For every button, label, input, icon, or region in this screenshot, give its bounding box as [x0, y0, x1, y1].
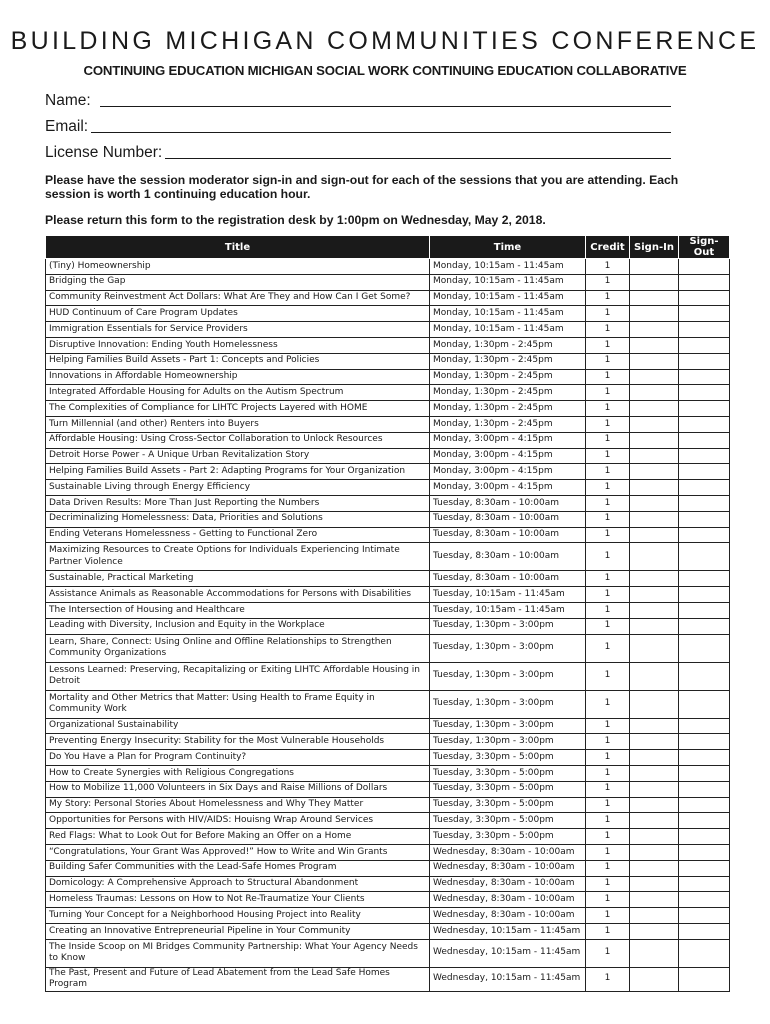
table-row	[46, 571, 730, 587]
session-time-cell: Monday, 10:15am - 11:45am	[430, 259, 586, 275]
table-row	[46, 734, 730, 750]
name-line	[100, 106, 671, 107]
signin-cell[interactable]	[630, 690, 679, 718]
signout-cell[interactable]	[679, 967, 730, 991]
session-time-cell: Monday, 3:00pm - 4:15pm	[430, 464, 586, 480]
signin-cell[interactable]	[630, 385, 679, 401]
session-credit-cell: 1	[586, 844, 630, 860]
session-title-cell: Immigration Essentials for Service Providers	[46, 322, 430, 338]
session-credit-cell: 1	[586, 892, 630, 908]
session-credit-cell: 1	[586, 734, 630, 750]
signin-cell[interactable]	[630, 322, 679, 338]
signout-cell[interactable]	[679, 587, 730, 603]
instructions-return: Please return this form to the registration desk by 1:00pm on Wednesday, May 2, 2018.	[45, 213, 546, 227]
session-time-cell: Tuesday, 10:15am - 11:45am	[430, 602, 586, 618]
instructions-attendance: Please have the session moderator sign-in and sign-out for each of the sessions that you are attending. Each session is worth 1 continuing education hour.	[45, 173, 679, 201]
signin-cell[interactable]	[630, 432, 679, 448]
table-row	[46, 967, 730, 991]
signin-cell[interactable]	[630, 353, 679, 369]
session-title-cell: Data Driven Results: More Than Just Reporting the Numbers	[46, 495, 430, 511]
session-time-cell: Wednesday, 10:15am - 11:45am	[430, 923, 586, 939]
signout-cell[interactable]	[679, 634, 730, 662]
license-label: License Number:	[45, 144, 163, 161]
table-row	[46, 306, 730, 322]
table-row	[46, 844, 730, 860]
session-credit-cell: 1	[586, 908, 630, 924]
signout-cell[interactable]	[679, 734, 730, 750]
signout-cell[interactable]	[679, 369, 730, 385]
session-time-cell: Tuesday, 1:30pm - 3:00pm	[430, 718, 586, 734]
session-credit-cell: 1	[586, 813, 630, 829]
session-time-cell: Wednesday, 8:30am - 10:00am	[430, 908, 586, 924]
session-credit-cell: 1	[586, 718, 630, 734]
signout-cell[interactable]	[679, 527, 730, 543]
signin-cell[interactable]	[630, 797, 679, 813]
signout-cell[interactable]	[679, 274, 730, 290]
signin-cell[interactable]	[630, 750, 679, 766]
session-time-cell: Tuesday, 3:30pm - 5:00pm	[430, 813, 586, 829]
signin-cell[interactable]	[630, 448, 679, 464]
signout-cell[interactable]	[679, 923, 730, 939]
signin-cell[interactable]	[630, 813, 679, 829]
signin-cell[interactable]	[630, 860, 679, 876]
table-row	[46, 337, 730, 353]
session-time-cell: Tuesday, 1:30pm - 3:00pm	[430, 634, 586, 662]
email-line	[91, 132, 671, 133]
session-title-cell: Learn, Share, Connect: Using Online and Offline Relationships to Strengthen Community Organizations	[46, 634, 430, 662]
session-credit-cell: 1	[586, 829, 630, 845]
session-credit-cell: 1	[586, 353, 630, 369]
table-row	[46, 448, 730, 464]
signin-cell[interactable]	[630, 511, 679, 527]
signout-cell[interactable]	[679, 385, 730, 401]
session-time-cell: Tuesday, 8:30am - 10:00am	[430, 511, 586, 527]
signout-cell[interactable]	[679, 571, 730, 587]
session-title-cell: Do You Have a Plan for Program Continuity?	[46, 750, 430, 766]
signin-cell[interactable]	[630, 967, 679, 991]
table-row	[46, 495, 730, 511]
signin-cell[interactable]	[630, 306, 679, 322]
signin-cell[interactable]	[630, 464, 679, 480]
session-time-cell: Monday, 1:30pm - 2:45pm	[430, 385, 586, 401]
conference-title: BUILDING MICHIGAN COMMUNITIES CONFERENCE	[10, 27, 760, 55]
session-title-cell: Sustainable Living through Energy Efficiency	[46, 480, 430, 496]
signin-cell[interactable]	[630, 416, 679, 432]
signout-cell[interactable]	[679, 718, 730, 734]
session-credit-cell: 1	[586, 781, 630, 797]
table-row	[46, 259, 730, 275]
signout-cell[interactable]	[679, 353, 730, 369]
session-title-cell: Homeless Traumas: Lessons on How to Not Re-Traumatize Your Clients	[46, 892, 430, 908]
session-title-cell: The Complexities of Compliance for LIHTC Projects Layered with HOME	[46, 401, 430, 417]
session-time-cell: Monday, 10:15am - 11:45am	[430, 274, 586, 290]
session-credit-cell: 1	[586, 571, 630, 587]
table-row	[46, 765, 730, 781]
session-title-cell: The Past, Present and Future of Lead Abatement from the Lead Safe Homes Program	[46, 967, 430, 991]
signout-cell[interactable]	[679, 543, 730, 571]
signin-cell[interactable]	[630, 571, 679, 587]
session-title-cell: Leading with Diversity, Inclusion and Equity in the Workplace	[46, 618, 430, 634]
table-row	[46, 543, 730, 571]
session-title-cell: Ending Veterans Homelessness - Getting to Functional Zero	[46, 527, 430, 543]
signin-cell[interactable]	[630, 634, 679, 662]
session-credit-cell: 1	[586, 923, 630, 939]
sessions-table	[45, 236, 730, 992]
session-title-cell: Building Safer Communities with the Lead-Safe Homes Program	[46, 860, 430, 876]
session-title-cell: The Intersection of Housing and Healthcare	[46, 602, 430, 618]
license-line	[165, 158, 671, 159]
signout-cell[interactable]	[679, 337, 730, 353]
session-title-cell: Opportunities for Persons with HIV/AIDS: Houisng Wrap Around Services	[46, 813, 430, 829]
session-time-cell: Tuesday, 3:30pm - 5:00pm	[430, 797, 586, 813]
signout-cell[interactable]	[679, 322, 730, 338]
session-time-cell: Wednesday, 8:30am - 10:00am	[430, 876, 586, 892]
table-row	[46, 829, 730, 845]
session-credit-cell: 1	[586, 290, 630, 306]
table-row	[46, 797, 730, 813]
session-credit-cell: 1	[586, 385, 630, 401]
session-title-cell: “Congratulations, Your Grant Was Approved!” How to Write and Win Grants	[46, 844, 430, 860]
table-row	[46, 634, 730, 662]
signout-cell[interactable]	[679, 432, 730, 448]
session-time-cell: Tuesday, 3:30pm - 5:00pm	[430, 750, 586, 766]
session-title-cell: How to Create Synergies with Religious Congregations	[46, 765, 430, 781]
signout-cell[interactable]	[679, 401, 730, 417]
table-row	[46, 401, 730, 417]
license-field[interactable]	[45, 144, 675, 162]
signout-cell[interactable]	[679, 290, 730, 306]
name-field[interactable]	[45, 92, 675, 110]
session-credit-cell: 1	[586, 797, 630, 813]
table-row	[46, 385, 730, 401]
session-title-cell: Turn Millennial (and other) Renters into Buyers	[46, 416, 430, 432]
signin-cell[interactable]	[630, 337, 679, 353]
signout-cell[interactable]	[679, 662, 730, 690]
session-title-cell: Community Reinvestment Act Dollars: What Are They and How Can I Get Some?	[46, 290, 430, 306]
session-title-cell: Preventing Energy Insecurity: Stability for the Most Vulnerable Households	[46, 734, 430, 750]
table-header-row	[46, 236, 730, 259]
table-row	[46, 290, 730, 306]
session-time-cell: Tuesday, 1:30pm - 3:00pm	[430, 662, 586, 690]
signout-cell[interactable]	[679, 464, 730, 480]
table-row	[46, 602, 730, 618]
session-title-cell: Red Flags: What to Look Out for Before Making an Offer on a Home	[46, 829, 430, 845]
signin-cell[interactable]	[630, 765, 679, 781]
session-credit-cell: 1	[586, 860, 630, 876]
table-row	[46, 750, 730, 766]
signout-cell[interactable]	[679, 602, 730, 618]
table-row	[46, 353, 730, 369]
session-time-cell: Monday, 10:15am - 11:45am	[430, 322, 586, 338]
session-credit-cell: 1	[586, 259, 630, 275]
session-title-cell: Assistance Animals as Reasonable Accommodations for Persons with Disabilities	[46, 587, 430, 603]
table-row	[46, 480, 730, 496]
session-credit-cell: 1	[586, 416, 630, 432]
table-row	[46, 511, 730, 527]
signout-cell[interactable]	[679, 797, 730, 813]
session-credit-cell: 1	[586, 511, 630, 527]
col-header-credit: Credit	[586, 236, 630, 259]
session-time-cell: Tuesday, 8:30am - 10:00am	[430, 527, 586, 543]
session-time-cell: Tuesday, 3:30pm - 5:00pm	[430, 829, 586, 845]
signin-cell[interactable]	[630, 495, 679, 511]
signout-cell[interactable]	[679, 259, 730, 275]
table-row	[46, 690, 730, 718]
session-credit-cell: 1	[586, 690, 630, 718]
session-credit-cell: 1	[586, 939, 630, 967]
signout-cell[interactable]	[679, 908, 730, 924]
session-time-cell: Wednesday, 8:30am - 10:00am	[430, 892, 586, 908]
conference-subtitle: CONTINUING EDUCATION MICHIGAN SOCIAL WORK CONTINUING EDUCATION COLLABORATIVE	[83, 63, 687, 78]
signout-cell[interactable]	[679, 416, 730, 432]
signout-cell[interactable]	[679, 781, 730, 797]
table-row	[46, 274, 730, 290]
session-title-cell: Mortality and Other Metrics that Matter: Using Health to Frame Equity in Community Work	[46, 690, 430, 718]
table-row	[46, 432, 730, 448]
session-title-cell: Decriminalizing Homelessness: Data, Priorities and Solutions	[46, 511, 430, 527]
table-row	[46, 464, 730, 480]
table-row	[46, 892, 730, 908]
session-title-cell: Disruptive Innovation: Ending Youth Homelessness	[46, 337, 430, 353]
table-row	[46, 662, 730, 690]
session-credit-cell: 1	[586, 662, 630, 690]
session-credit-cell: 1	[586, 765, 630, 781]
signout-cell[interactable]	[679, 844, 730, 860]
signout-cell[interactable]	[679, 860, 730, 876]
session-credit-cell: 1	[586, 618, 630, 634]
signout-cell[interactable]	[679, 765, 730, 781]
table-row	[46, 416, 730, 432]
signin-cell[interactable]	[630, 892, 679, 908]
signout-cell[interactable]	[679, 876, 730, 892]
email-label: Email:	[45, 118, 89, 135]
session-credit-cell: 1	[586, 967, 630, 991]
session-credit-cell: 1	[586, 274, 630, 290]
session-time-cell: Monday, 3:00pm - 4:15pm	[430, 432, 586, 448]
session-time-cell: Wednesday, 8:30am - 10:00am	[430, 860, 586, 876]
session-time-cell: Monday, 3:00pm - 4:15pm	[430, 448, 586, 464]
session-credit-cell: 1	[586, 401, 630, 417]
session-title-cell: Bridging the Gap	[46, 274, 430, 290]
table-row	[46, 876, 730, 892]
session-credit-cell: 1	[586, 464, 630, 480]
session-credit-cell: 1	[586, 527, 630, 543]
table-row	[46, 369, 730, 385]
signin-cell[interactable]	[630, 527, 679, 543]
table-row	[46, 618, 730, 634]
session-time-cell: Wednesday, 10:15am - 11:45am	[430, 967, 586, 991]
signin-cell[interactable]	[630, 876, 679, 892]
col-header-title: Title	[46, 236, 430, 259]
session-time-cell: Monday, 1:30pm - 2:45pm	[430, 369, 586, 385]
signin-cell[interactable]	[630, 259, 679, 275]
signout-cell[interactable]	[679, 448, 730, 464]
signout-cell[interactable]	[679, 511, 730, 527]
session-title-cell: The Inside Scoop on MI Bridges Community Partnership: What Your Agency Needs to Know	[46, 939, 430, 967]
session-title-cell: Innovations in Affordable Homeownership	[46, 369, 430, 385]
session-time-cell: Wednesday, 10:15am - 11:45am	[430, 939, 586, 967]
session-title-cell: Integrated Affordable Housing for Adults on the Autism Spectrum	[46, 385, 430, 401]
session-credit-cell: 1	[586, 448, 630, 464]
session-credit-cell: 1	[586, 634, 630, 662]
session-credit-cell: 1	[586, 750, 630, 766]
signout-cell[interactable]	[679, 690, 730, 718]
col-header-time: Time	[430, 236, 586, 259]
session-title-cell: Helping Families Build Assets - Part 2: Adapting Programs for Your Organization	[46, 464, 430, 480]
signout-cell[interactable]	[679, 480, 730, 496]
session-time-cell: Tuesday, 1:30pm - 3:00pm	[430, 690, 586, 718]
session-title-cell: Organizational Sustainability	[46, 718, 430, 734]
table-row	[46, 923, 730, 939]
session-credit-cell: 1	[586, 306, 630, 322]
session-title-cell: Domicology: A Comprehensive Approach to Structural Abandonment	[46, 876, 430, 892]
signin-cell[interactable]	[630, 781, 679, 797]
session-time-cell: Tuesday, 1:30pm - 3:00pm	[430, 734, 586, 750]
session-time-cell: Monday, 10:15am - 11:45am	[430, 306, 586, 322]
session-title-cell: Turning Your Concept for a Neighborhood Housing Project into Reality	[46, 908, 430, 924]
signin-cell[interactable]	[630, 369, 679, 385]
session-title-cell: How to Mobilize 11,000 Volunteers in Six Days and Raise Millions of Dollars	[46, 781, 430, 797]
session-credit-cell: 1	[586, 602, 630, 618]
session-credit-cell: 1	[586, 587, 630, 603]
signout-cell[interactable]	[679, 618, 730, 634]
table-row	[46, 527, 730, 543]
session-time-cell: Tuesday, 8:30am - 10:00am	[430, 571, 586, 587]
signout-cell[interactable]	[679, 306, 730, 322]
session-time-cell: Wednesday, 8:30am - 10:00am	[430, 844, 586, 860]
session-title-cell: Affordable Housing: Using Cross-Sector Collaboration to Unlock Resources	[46, 432, 430, 448]
session-time-cell: Tuesday, 8:30am - 10:00am	[430, 543, 586, 571]
session-title-cell: Helping Families Build Assets - Part 1: Concepts and Policies	[46, 353, 430, 369]
session-title-cell: Sustainable, Practical Marketing	[46, 571, 430, 587]
signin-cell[interactable]	[630, 274, 679, 290]
session-title-cell: Maximizing Resources to Create Options for Individuals Experiencing Intimate Partner Violence	[46, 543, 430, 571]
signin-cell[interactable]	[630, 718, 679, 734]
session-title-cell: (Tiny) Homeownership	[46, 259, 430, 275]
signin-cell[interactable]	[630, 734, 679, 750]
col-header-signout: Sign-Out	[679, 236, 730, 259]
signin-cell[interactable]	[630, 401, 679, 417]
signin-cell[interactable]	[630, 844, 679, 860]
table-row	[46, 781, 730, 797]
table-row	[46, 860, 730, 876]
session-credit-cell: 1	[586, 876, 630, 892]
signout-cell[interactable]	[679, 939, 730, 967]
table-row	[46, 718, 730, 734]
session-title-cell: Detroit Horse Power - A Unique Urban Revitalization Story	[46, 448, 430, 464]
session-credit-cell: 1	[586, 322, 630, 338]
session-time-cell: Tuesday, 1:30pm - 3:00pm	[430, 618, 586, 634]
signout-cell[interactable]	[679, 813, 730, 829]
session-time-cell: Tuesday, 3:30pm - 5:00pm	[430, 781, 586, 797]
signin-cell[interactable]	[630, 662, 679, 690]
session-credit-cell: 1	[586, 432, 630, 448]
session-time-cell: Monday, 1:30pm - 2:45pm	[430, 416, 586, 432]
session-title-cell: Lessons Learned: Preserving, Recapitalizing or Exiting LIHTC Affordable Housing in Detroit	[46, 662, 430, 690]
signout-cell[interactable]	[679, 750, 730, 766]
signout-cell[interactable]	[679, 495, 730, 511]
signin-cell[interactable]	[630, 908, 679, 924]
session-time-cell: Monday, 1:30pm - 2:45pm	[430, 337, 586, 353]
session-credit-cell: 1	[586, 369, 630, 385]
email-field[interactable]	[45, 118, 675, 136]
col-header-signin: Sign-In	[630, 236, 679, 259]
signout-cell[interactable]	[679, 892, 730, 908]
session-time-cell: Monday, 1:30pm - 2:45pm	[430, 401, 586, 417]
signin-cell[interactable]	[630, 543, 679, 571]
session-title-cell: HUD Continuum of Care Program Updates	[46, 306, 430, 322]
session-credit-cell: 1	[586, 480, 630, 496]
table-row	[46, 939, 730, 967]
signin-cell[interactable]	[630, 829, 679, 845]
table-row	[46, 322, 730, 338]
signin-cell[interactable]	[630, 939, 679, 967]
signout-cell[interactable]	[679, 829, 730, 845]
session-time-cell: Monday, 10:15am - 11:45am	[430, 290, 586, 306]
table-row	[46, 587, 730, 603]
signin-cell[interactable]	[630, 480, 679, 496]
session-title-cell: Creating an Innovative Entrepreneurial Pipeline in Your Community	[46, 923, 430, 939]
session-time-cell: Tuesday, 8:30am - 10:00am	[430, 495, 586, 511]
session-time-cell: Tuesday, 3:30pm - 5:00pm	[430, 765, 586, 781]
signin-cell[interactable]	[630, 923, 679, 939]
session-credit-cell: 1	[586, 495, 630, 511]
table-row	[46, 813, 730, 829]
signin-cell[interactable]	[630, 587, 679, 603]
session-title-cell: My Story: Personal Stories About Homelessness and Why They Matter	[46, 797, 430, 813]
session-time-cell: Monday, 3:00pm - 4:15pm	[430, 480, 586, 496]
signin-cell[interactable]	[630, 618, 679, 634]
name-label: Name:	[45, 92, 91, 109]
session-credit-cell: 1	[586, 337, 630, 353]
session-time-cell: Monday, 1:30pm - 2:45pm	[430, 353, 586, 369]
session-time-cell: Tuesday, 10:15am - 11:45am	[430, 587, 586, 603]
table-row	[46, 908, 730, 924]
session-credit-cell: 1	[586, 543, 630, 571]
signin-cell[interactable]	[630, 290, 679, 306]
signin-cell[interactable]	[630, 602, 679, 618]
